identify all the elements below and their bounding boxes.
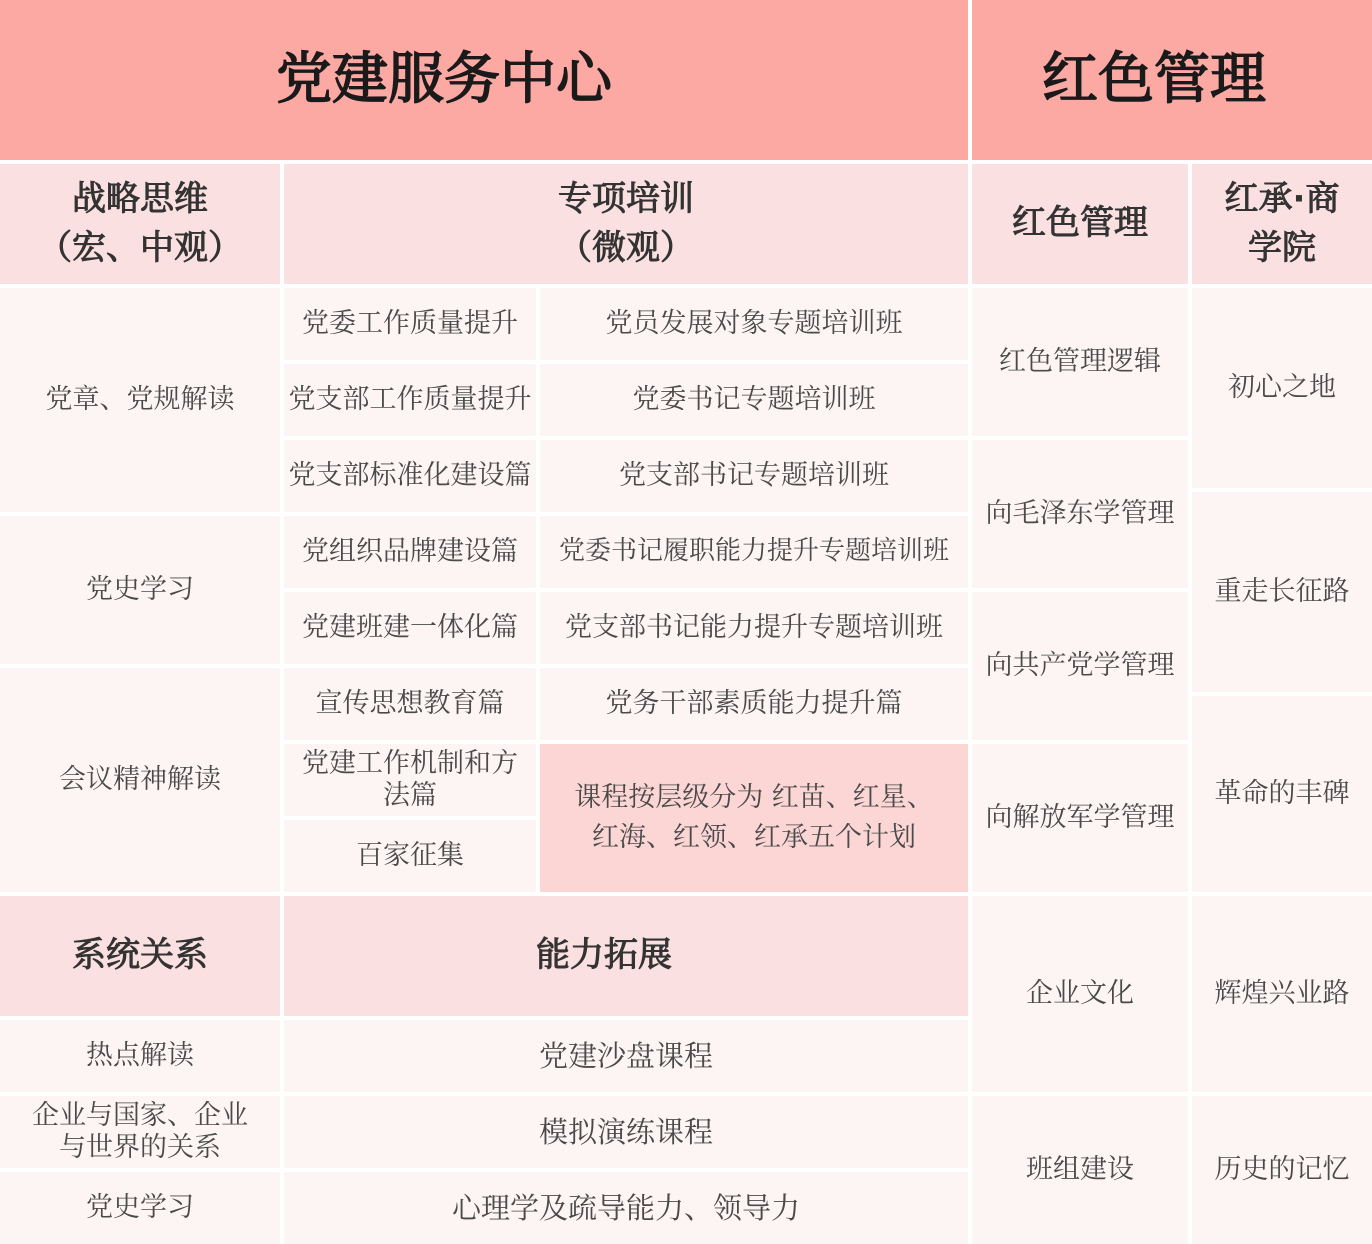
header-red-management: [972, 0, 1372, 160]
subheader-red-management-label: 红色管理: [1012, 203, 1148, 244]
red-item: 向共产党学管理: [972, 592, 1188, 740]
topic-item: 党建班建一体化篇: [284, 592, 536, 664]
academy-item: 初心之地: [1192, 288, 1372, 488]
class-item: 党支部书记专题培训班: [540, 440, 968, 512]
academy-item: 重走长征路: [1192, 492, 1372, 692]
class-item: 党委书记专题培训班: [540, 364, 968, 436]
header-right-title: 红色管理: [1042, 47, 1266, 113]
subheader-training-line1: 专项培训: [558, 178, 694, 219]
red-item: 班组建设: [972, 1096, 1188, 1244]
topic-item: 党支部工作质量提升: [284, 364, 536, 436]
topic-item: 党支部标准化建设篇: [284, 440, 536, 512]
subheader-strategy-line2: （宏、中观）: [38, 228, 242, 268]
strategy-item: 党史学习: [0, 516, 280, 664]
subheader-training-line2: （微观）: [558, 228, 694, 268]
ability-item: 党建沙盘课程: [284, 1020, 968, 1092]
academy-item: 历史的记忆: [1192, 1096, 1372, 1244]
class-item: 党员发展对象专题培训班: [540, 288, 968, 360]
header-left-title: 党建服务中心: [276, 47, 612, 113]
class-item: 党支部书记能力提升专题培训班: [540, 592, 968, 664]
header-party-service-center: [0, 0, 968, 160]
class-item: 党委书记履职能力提升专题培训班: [540, 516, 968, 588]
class-level-note: 课程按层级分为 红苗、红星、 红海、红领、红承五个计划: [540, 744, 968, 892]
red-item: 向解放军学管理: [972, 744, 1188, 892]
subheader-academy: [1192, 164, 1372, 284]
topic-item: 党委工作质量提升: [284, 288, 536, 360]
system-item: 党史学习: [0, 1172, 280, 1244]
subheader-system-relations: 系统关系: [0, 896, 280, 1016]
ability-item: 心理学及疏导能力、领导力: [284, 1172, 968, 1244]
class-item: 党务干部素质能力提升篇: [540, 668, 968, 740]
subheader-strategy-line1: 战略思维: [72, 178, 208, 219]
system-item: 企业与国家、企业 与世界的关系: [0, 1096, 280, 1168]
topic-item: 党建工作机制和方 法篇: [284, 744, 536, 816]
subheader-academy-line2: 学院: [1247, 228, 1316, 268]
ability-item: 模拟演练课程: [284, 1096, 968, 1168]
subheader-academy-line1: 红承·商: [1224, 178, 1340, 219]
topic-item: 宣传思想教育篇: [284, 668, 536, 740]
topic-item: 党组织品牌建设篇: [284, 516, 536, 588]
system-item: 热点解读: [0, 1020, 280, 1092]
subheader-training: [284, 164, 968, 284]
topic-item: 百家征集: [284, 820, 536, 892]
subheader-red-management: [972, 164, 1188, 284]
subheader-strategy: [0, 164, 280, 284]
red-item: 企业文化: [972, 896, 1188, 1092]
strategy-item: 会议精神解读: [0, 668, 280, 892]
academy-item: 革命的丰碑: [1192, 696, 1372, 892]
red-item: 红色管理逻辑: [972, 288, 1188, 436]
strategy-item: 党章、党规解读: [0, 288, 280, 512]
subheader-ability-expansion: 能力拓展: [284, 896, 968, 1016]
red-item: 向毛泽东学管理: [972, 440, 1188, 588]
academy-item: 辉煌兴业路: [1192, 896, 1372, 1092]
